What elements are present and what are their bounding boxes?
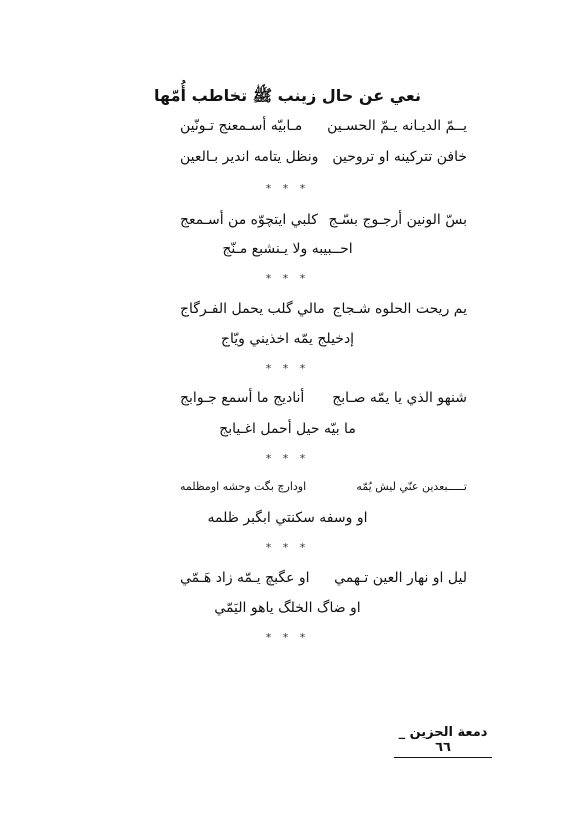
verse-hemistich-left: مالي گلب يحمل الفـرگاج <box>180 301 325 317</box>
verse-hemistich-right: يم ريحت الحلوه شـجاج <box>332 301 467 317</box>
verse-hemistich-left: ونظل يتامه اندير بـالعين <box>180 149 319 165</box>
verse-line <box>0 212 575 236</box>
verse-line <box>0 149 575 173</box>
verse-line <box>0 570 575 594</box>
verse-hemistich-right: بسّ الونين أرجـوج بسّـج <box>328 212 467 228</box>
verse-refrain: او ضاگ الخلگ ياهو اليَمّي <box>214 600 361 616</box>
verse-refrain: احــبيبه ولا يـنشبع مـنّج <box>222 241 353 257</box>
verse-hemistich-right: ليل او نهار العين تـهمي <box>334 570 467 586</box>
page-footer: دمعة الحزين _ ٦٦ <box>394 725 492 758</box>
stanza-separator: * * * <box>265 541 310 554</box>
verse-refrain: او وسفه سكنتي ابگبر ظلمه <box>207 510 368 526</box>
stanza-separator: * * * <box>265 452 310 465</box>
verse-hemistich-right: شنهو الذي يا يمّه صـابج <box>332 390 467 406</box>
verse-hemistich-left: مـابيّه أسـمعنج تـونّين <box>180 118 303 134</box>
verse-hemistich-left: كلبي ايتچوّه من أسـمعج <box>180 212 318 228</box>
stanza-separator: * * * <box>265 362 310 375</box>
verse-hemistich-right: خافن تتركينه او تروحين <box>332 149 467 165</box>
verse-refrain: إدخيلج يمّه اخذيني ويّاج <box>220 331 355 347</box>
verse-line <box>0 480 575 504</box>
verse-line <box>0 301 575 325</box>
verse-refrain: ما بيّه حيل أحمل اغـيابج <box>219 421 356 437</box>
verse-hemistich-left: أناديج ما أسمع جـوابج <box>180 390 305 406</box>
verse-line <box>0 118 575 142</box>
verse-hemistich-left: اودارچ بگت وحشه اومظلمه <box>180 480 307 493</box>
stanza-separator: * * * <box>265 272 310 285</box>
verse-hemistich-right: يــمّ الديـانه يـمّ الحسـين <box>327 118 467 134</box>
verse-line <box>0 390 575 414</box>
verse-hemistich-left: او عگبچ يـمّه زاد هَـمّي <box>180 570 310 586</box>
poem-title: نعي عن حال زينب ﷺ تخاطب أُمّها <box>154 86 421 105</box>
stanza-separator: * * * <box>265 182 310 195</box>
verse-hemistich-right: تـــــبعدين عنّي ليش يُمّه <box>356 480 467 493</box>
stanza-separator: * * * <box>265 631 310 644</box>
